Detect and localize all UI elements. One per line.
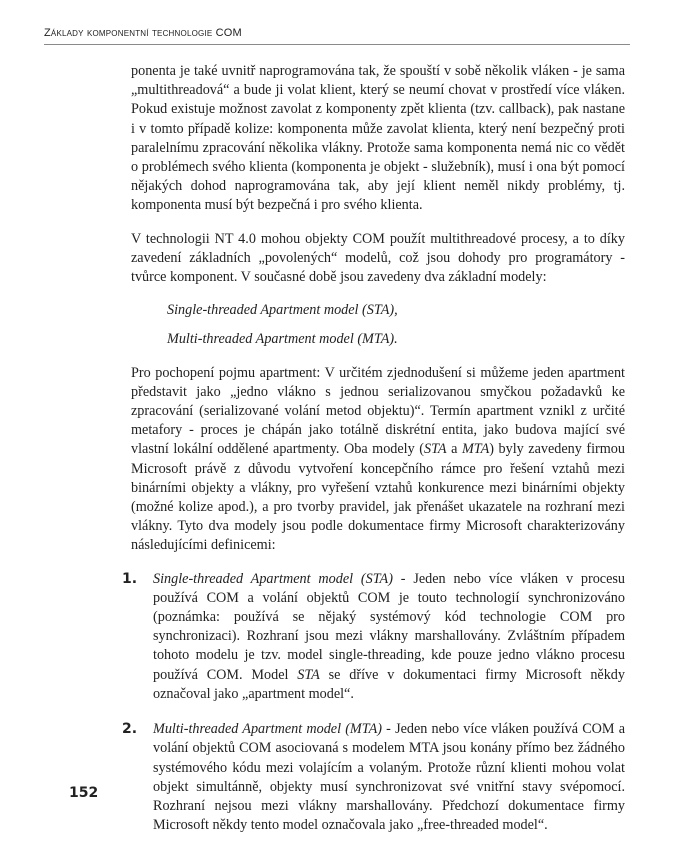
paragraph-3-part-a: Pro pochopení pojmu apartment: V určitém zjednodušení si můžeme jeden apartment představit jako „jedno vlákno s jednou serializovanou smyčkou požadavků ke zpracování (serializované volání metod objektu)“. Termín apartment vznikl z určité metafory - proces je chápán jako totálně diskrétní entita, jako budova mající své vlastní lokální oddělené apartmenty. Oba modely ( — [131, 364, 625, 458]
model-sta-line: Single-threaded Apartment model (STA), — [167, 302, 398, 319]
page-number: 152 — [69, 785, 99, 801]
definition-term: Single-threaded Apartment model (STA) — [153, 570, 393, 587]
paragraph-3-mta: MTA — [461, 441, 490, 458]
definition-text-b: se dříve v dokumentaci firmy Microsoft někdy označoval jako „apartment model“. — [153, 666, 625, 702]
page-body — [122, 62, 625, 851]
definition-number: 1. — [122, 570, 138, 587]
running-header-title: Základy komponentní technologie COM — [44, 27, 242, 39]
running-header — [44, 27, 242, 39]
paragraph-3-and: a — [446, 441, 462, 458]
definition-number: 2. — [122, 721, 138, 738]
paragraph-3-part-b: ) byly zavedeny firmou Microsoft právě z důvodu vytvoření koncepčního rámce pro řešení vztahů mezi binárními objekty a vlákny, pro vyřešení vztahů konkurence mezi binárními objekty (možné kolize apod.), a pro tvorby pravidel, jak přenášet ukazatele na rozhraní mezi vlákny. Tyto dva modely jsou podle dokumentace firmy Microsoft charakterizovány následujícími definicemi: — [131, 441, 625, 554]
definition-item-sta — [122, 570, 625, 704]
definition-text-a: - Jeden nebo více vláken používá COM a volání objektů COM asociovaná s modelem MTA jsou konány přímo bez žádného systémového kódu mezi volajícím a volaným. Protože různí klienti mohou volat objekt simultánně, objekty musí synchronizovat své vnitřní stavy svépomocí. Rozhraní nejsou mezi vlákny marshallovány. Předchozí dokumentace firmy Microsoft někdy tento model označovala jako „free-threaded model“. — [153, 721, 625, 834]
definition-item-mta — [122, 720, 625, 835]
paragraph-3 — [131, 364, 625, 556]
definition-text-a: - Jeden nebo více vláken v procesu používá COM a volání objektů COM je touto technologií synchronizováno (poznámka: používá se nějaký systémový kód technologie COM pro synchronizaci). Rozhraní jsou mezi vlákny marshallovány. Zvláštním případem tohoto modelu je tzv. model single-threading, kde pouze jedno vlákno procesu používá COM. Model — [153, 570, 625, 683]
paragraph-1: ponenta je také uvnitř naprogramována tak, že spouští v sobě několik vláken - je sama „multithreadová“ a bude ji volat klient, který se neumí chovat v prostředí více vláken. Pokud existuje možnost zavolat z komponenty zpět klienta (tzv. callback), pak nastane i v tomto případě kolize: komponenta může zavolat klienta, který není bezpečný proti paralelnímu zpracování několika vlákny. Protože sama komponenta nemá nic co vědět o problémech svého klienta (komponenta je objekt - služebník), musí i ona být pomocí nějakých dohod naprogramována tak, aby její klient neměl nikdy problémy, tj. komponenta musí být bezpečná i pro svého klienta. — [131, 63, 625, 214]
definition-list — [122, 570, 625, 836]
definition-term-short: STA — [297, 666, 320, 683]
paragraph-3-sta: STA — [423, 441, 447, 458]
model-mta-line: Multi-threaded Apartment model (MTA). — [167, 331, 398, 348]
paragraph-2: V technologii NT 4.0 mohou objekty COM použít multithreadové procesy, a to díky zavedení základních „povolených“ modelů, což jsou dohody pro programátory - tvůrce komponent. V současné době jsou zavedeny dva základní modely: — [131, 230, 625, 286]
header-rule — [44, 44, 630, 45]
definition-term: Multi-threaded Apartment model (MTA) — [153, 721, 382, 738]
